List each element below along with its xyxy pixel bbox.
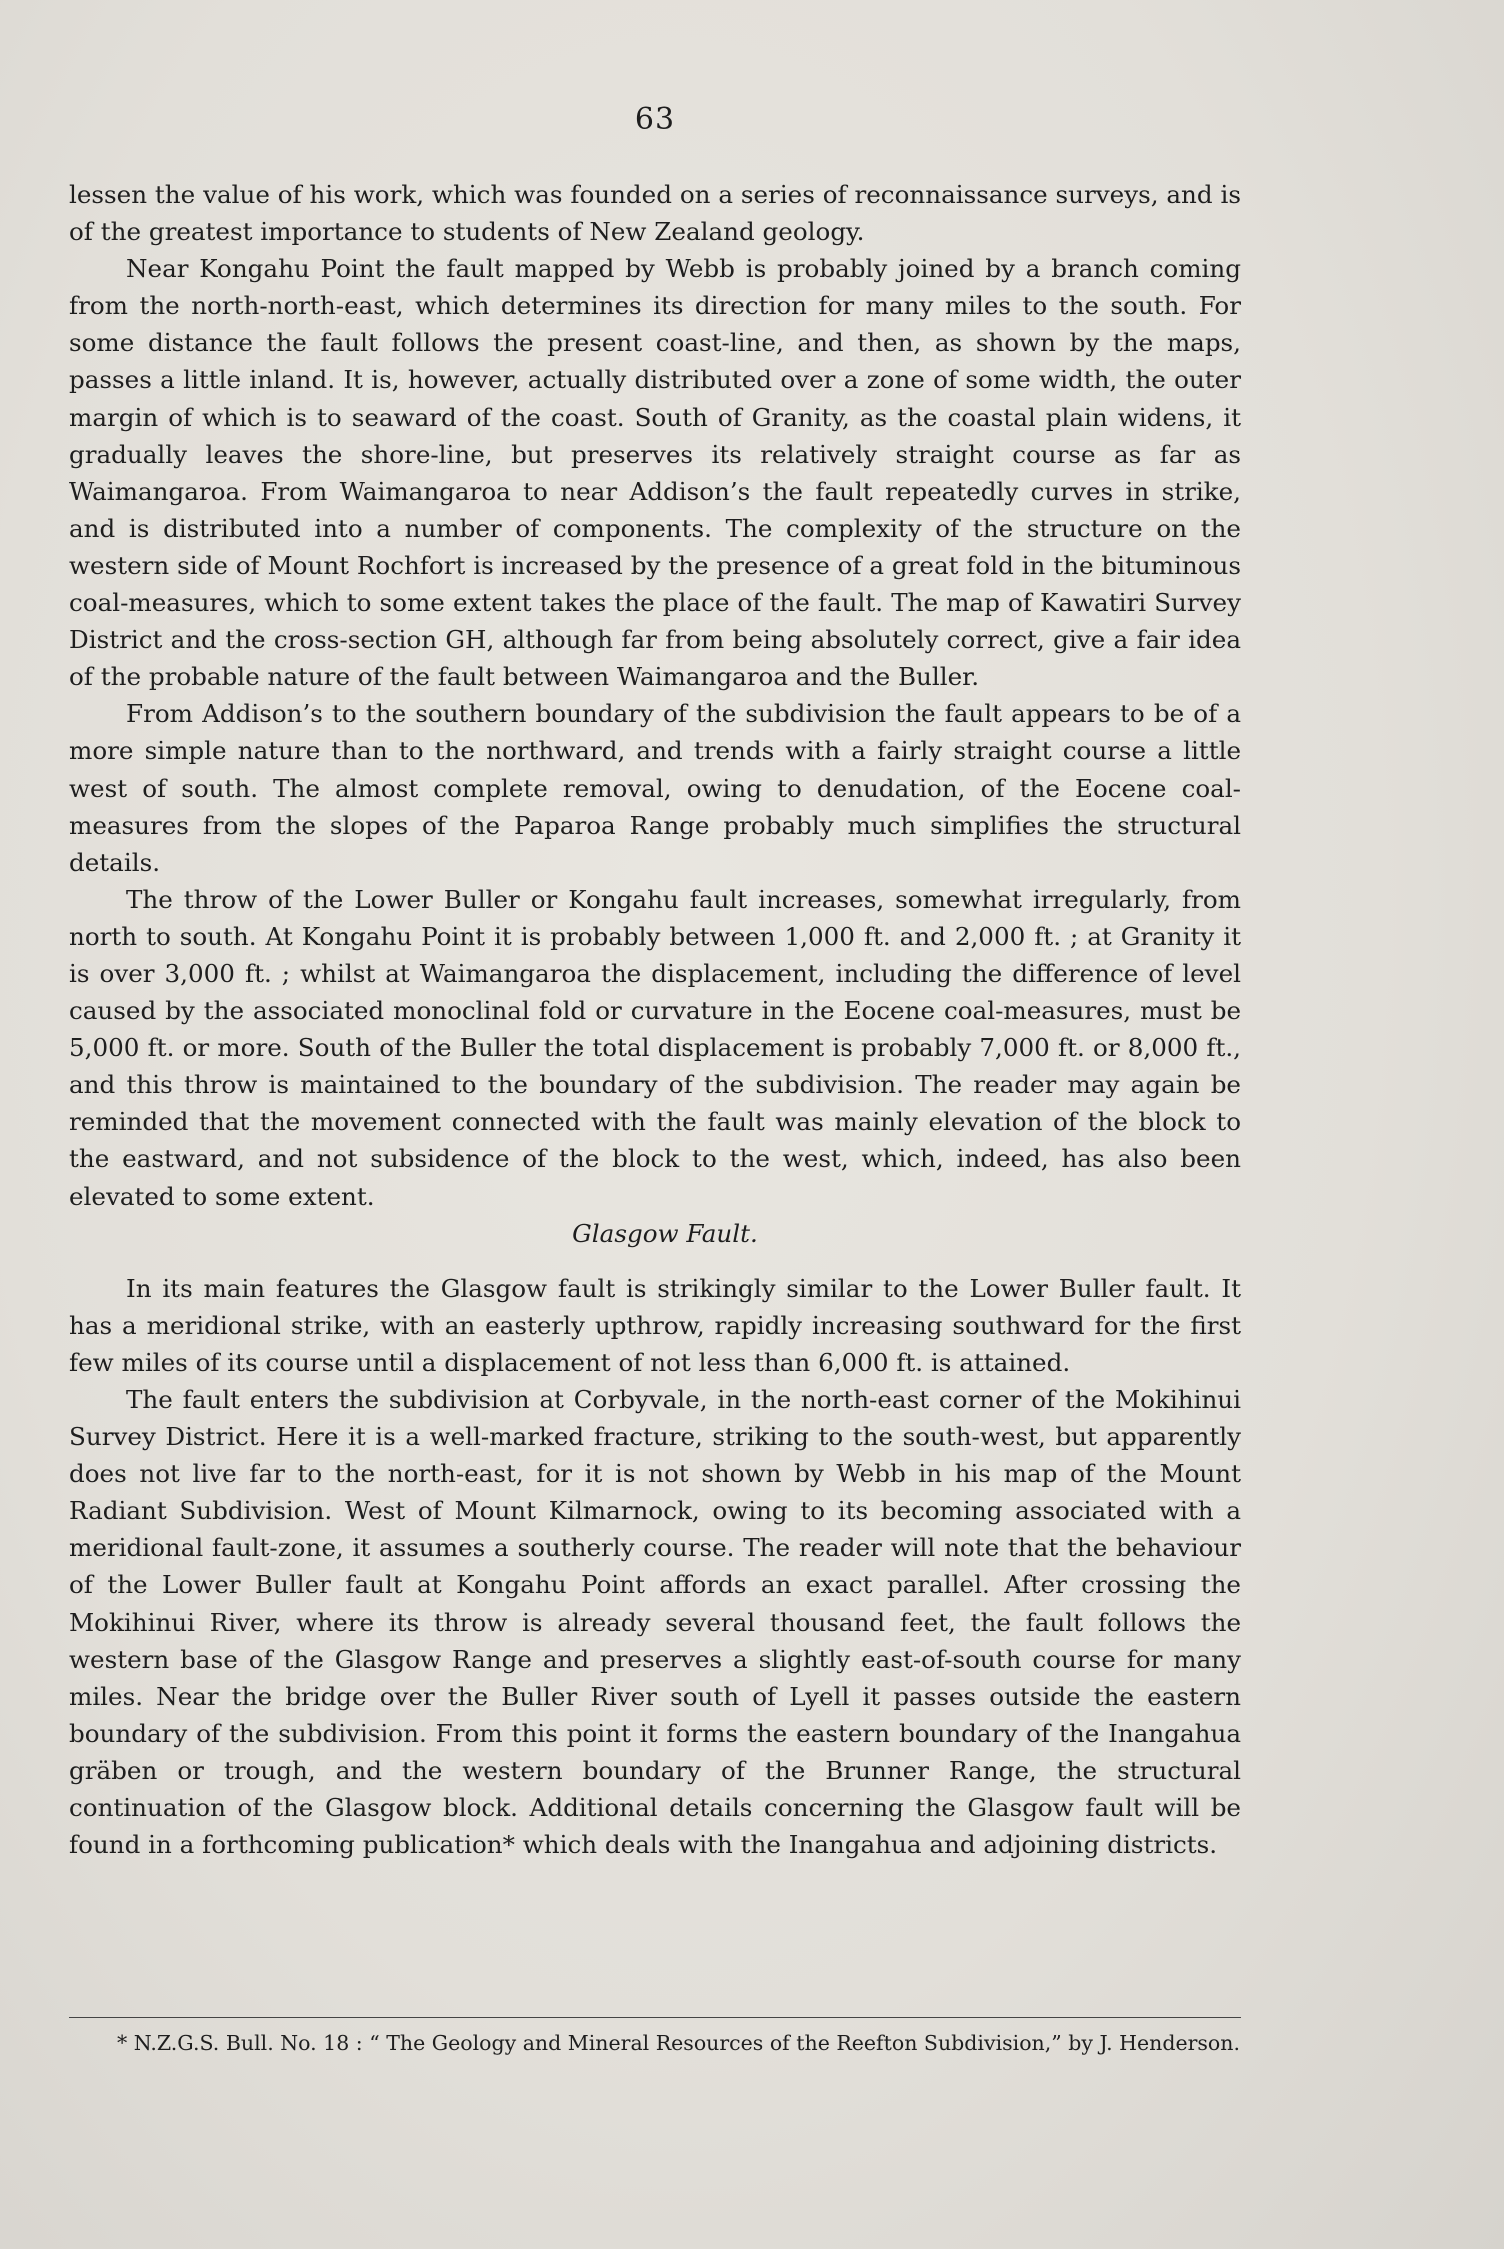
- paragraph: lessen the value of his work, which was founded on a series of reconnaissance surveys, and is of the greatest importance to students of New Zealand geology.: [69, 180, 1241, 247]
- footnote-text: * N.Z.G.S. Bull. No. 18 : “ The Geology and Mineral Resources of the Reefton Subdivision,” by J. Henderson.: [117, 2031, 1240, 2055]
- body-text: [69, 176, 1241, 1863]
- footnote-divider: [69, 2017, 1241, 2018]
- section-heading: Glasgow Fault.: [572, 1218, 758, 1248]
- paragraph: The throw of the Lower Buller or Kongahu fault increases, somewhat irregularly, from north to south. At Kongahu Point it is probably between 1,000 ft. and 2,000 ft. ; at Granity it is over 3,000 ft. ; whilst at Waimangaroa the displacement, including the difference of level caused by the associated monoclinal fold or curvature in the Eocene coal-measures, must be 5,000 ft. or more. South of the Buller the total displacement is probably 7,000 ft. or 8,000 ft., and this throw is maintained to the boundary of the subdivision. The reader may again be reminded that the movement connected with the fault was mainly elevation of the block to the eastward, and not subsidence of the block to the west, which, indeed, has also been elevated to some extent.: [69, 884, 1241, 1211]
- paragraph: In its main features the Glasgow fault is strikingly similar to the Lower Buller fault. It has a meridional strike, with an easterly upthrow, rapidly increasing southward for the first few miles of its course until a displacement of not less than 6,000 ft. is attained.: [69, 1273, 1241, 1377]
- paragraph: Near Kongahu Point the fault mapped by Webb is probably joined by a branch coming from the north-north-east, which determines its direction for many miles to the south. For some distance the fault follows the present coast-line, and then, as shown by the maps, passes a little inland. It is, however, actually distributed over a zone of some width, the outer margin of which is to seaward of the coast. South of Granity, as the coastal plain widens, it gradually leaves the shore-line, but preserves its relatively straight course as far as Waimangaroa. From Waimangaroa to near Addison’s the fault repeatedly curves in strike, and is distributed into a number of components. The complexity of the structure on the western side of Mount Rochfort is increased by the presence of a great fold in the bituminous coal-measures, which to some extent takes the place of the fault. The map of Kawatiri Survey District and the cross-section GH, although far from being absolutely correct, give a fair idea of the probable nature of the fault between Waimangaroa and the Buller.: [69, 254, 1241, 692]
- footnote: [69, 2030, 1241, 2057]
- page-number: 63: [634, 102, 676, 137]
- paragraph: The fault enters the subdivision at Corbyvale, in the north-east corner of the Mokihinui Survey District. Here it is a well-marked fracture, striking to the south-west, but apparently does not live far to the north-east, for it is not shown by Webb in his map of the Mount Radiant Subdivision. West of Mount Kilmarnock, owing to its becoming associated with a meridional fault-zone, it assumes a southerly course. The reader will note that the behaviour of the Lower Buller fault at Kongahu Point affords an exact parallel. After crossing the Mokihinui River, where its throw is already several thousand feet, the fault follows the western base of the Glasgow Range and preserves a slightly east-of-south course for many miles. Near the bridge over the Buller River south of Lyell it passes outside the eastern boundary of the subdivision. From this point it forms the eastern boundary of the Inangahua gräben or trough, and the western boundary of the Brunner Range, the structural continuation of the Glasgow block. Additional details concerning the Glasgow fault will be found in a forthcoming publication* which deals with the Inangahua and adjoining districts.: [69, 1385, 1241, 1860]
- paragraph: From Addison’s to the southern boundary of the subdivision the fault appears to be of a more simple nature than to the northward, and trends with a fairly straight course a little west of south. The almost complete removal, owing to denudation, of the Eocene coal-measures from the slopes of the Paparoa Range probably much simplifies the structural details.: [69, 699, 1241, 877]
